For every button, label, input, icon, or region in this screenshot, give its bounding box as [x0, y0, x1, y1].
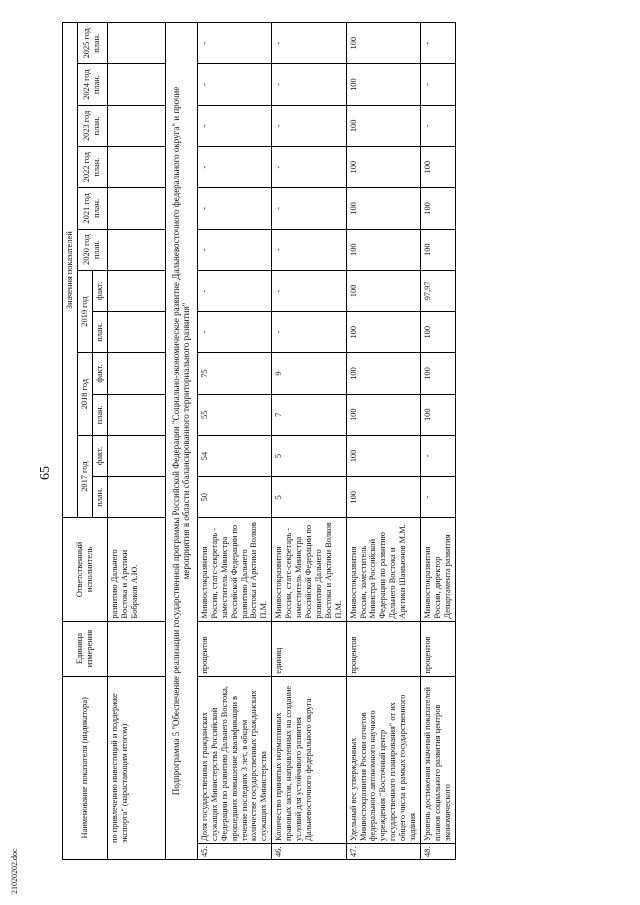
continuation-responsible: развитию Дальнего Востока и Арктики Бобраков А.Ю.	[107, 518, 165, 621]
header-2025: 2025 год план.	[77, 23, 107, 64]
indicator-value: 100	[346, 270, 420, 311]
table-row-continuation	[107, 23, 165, 860]
empty-cell	[107, 23, 165, 64]
indicator-value: 100	[420, 394, 455, 435]
indicator-value: 5	[272, 477, 346, 518]
header-2021: 2021 год план.	[77, 188, 107, 229]
row-number: 45.	[197, 843, 271, 859]
indicator-value: -	[197, 229, 271, 270]
header-2019-plan: план.	[92, 312, 107, 353]
header-2017: 2017 год	[77, 435, 92, 518]
header-2019: 2019 год	[77, 270, 92, 353]
indicator-value: -	[197, 312, 271, 353]
indicator-value: -	[197, 23, 271, 64]
header-2017-fact: факт.	[92, 435, 107, 476]
empty-cell	[107, 394, 165, 435]
subprogram-title: Подпрограмма 5 "Обеспечение реализации государственной программы Российской Федерации "Социально-экономическое развитие Дальневосточного федерального округа" и прочие мероприятия в области сбалансированного территориального развития"	[165, 23, 197, 860]
header-2018-plan: план.	[92, 394, 107, 435]
row-number: 46.	[272, 843, 346, 859]
header-2018: 2018 год	[77, 353, 92, 436]
empty-cell	[107, 435, 165, 476]
indicator-value: -	[420, 64, 455, 105]
empty-cell	[107, 105, 165, 146]
indicator-value: -	[420, 435, 455, 476]
indicator-value: 9	[272, 353, 346, 394]
indicator-value: -	[272, 23, 346, 64]
indicator-value: 100	[346, 435, 420, 476]
indicator-value: 54	[197, 435, 271, 476]
empty-cell	[107, 188, 165, 229]
indicator-value: -	[420, 477, 455, 518]
header-2018-fact: факт.	[92, 353, 107, 394]
header-2017-plan: план.	[92, 477, 107, 518]
indicator-value: 55	[197, 394, 271, 435]
header-2022: 2022 год план.	[77, 147, 107, 188]
indicator-value: -	[272, 105, 346, 146]
indicator-value: -	[197, 105, 271, 146]
indicator-value: 50	[197, 477, 271, 518]
row-number: 48.	[420, 843, 455, 859]
subprogram-row	[165, 23, 197, 860]
document-code: 21020202.doc	[10, 848, 19, 894]
indicator-value: 7	[272, 394, 346, 435]
indicator-value: -	[197, 64, 271, 105]
indicator-name: Доля государственных гражданских служащих Министерства Российской Федерации по развитию Дальнего Востока, прошедших повышение квалификации в течение последних 3 лет, в общем количестве государственных гражданских служащих Министерства	[197, 676, 271, 843]
indicator-value: 5	[272, 435, 346, 476]
indicator-value: 100	[346, 105, 420, 146]
indicator-value: -	[197, 188, 271, 229]
header-2023: 2023 год план.	[77, 105, 107, 146]
header-2024: 2024 год план.	[77, 64, 107, 105]
empty-cell	[107, 353, 165, 394]
indicator-unit: единиц	[272, 621, 346, 676]
empty-cell	[107, 147, 165, 188]
indicator-value: 100	[420, 353, 455, 394]
indicator-value: 100	[420, 312, 455, 353]
indicator-value: 75	[197, 353, 271, 394]
responsible-executor: Минвостокразвития России, статс-секретарь - заместитель Министра Российской Федерации по развитию Дальнего Востока и Арктики Волков П.М.	[197, 518, 271, 621]
responsible-executor: Минвостокразвития России, заместитель Министра Российской Федерации по развитию Дальнего Востока и Арктики Шамьюнов М.М.	[346, 518, 420, 621]
indicator-value: -	[420, 105, 455, 146]
indicator-value: -	[272, 64, 346, 105]
indicator-value: -	[272, 270, 346, 311]
indicator-unit: процентов	[197, 621, 271, 676]
header-2019-fact: факт.	[92, 270, 107, 311]
indicator-value: 100	[346, 394, 420, 435]
indicator-value: -	[272, 147, 346, 188]
header-2020: 2020 год план.	[77, 229, 107, 270]
header-row-1	[63, 23, 78, 860]
header-responsible: Ответственный исполнитель	[63, 518, 108, 621]
table-row	[420, 23, 455, 860]
table-row	[346, 23, 420, 860]
continuation-unit	[107, 621, 165, 676]
indicator-value: -	[272, 312, 346, 353]
indicator-value: -	[197, 147, 271, 188]
indicator-value: 100	[346, 353, 420, 394]
indicator-value: 100	[346, 188, 420, 229]
indicator-value: 97,97	[420, 270, 455, 311]
responsible-executor: Минвостокразвития России, статс-секретарь - заместитель Министра Российской Федерации по развитию Дальнего Востока и Арктики Волков П.М.	[272, 518, 346, 621]
indicator-name: Количество принятых нормативных правовых актов, направленных на создание условий для устойчивого развития Дальневосточного федерального округа	[272, 676, 346, 843]
table-row	[197, 23, 271, 860]
empty-cell	[107, 270, 165, 311]
indicator-value: -	[420, 23, 455, 64]
indicator-value: 100	[346, 312, 420, 353]
page-number: 65	[38, 466, 53, 480]
indicator-value: -	[272, 229, 346, 270]
table-row	[272, 23, 346, 860]
indicator-value: 100	[420, 147, 455, 188]
indicator-name: Удельный вес утвержденных Минвостокразвития России отчетов федерального автономного научного учреждения "Восточный центр государственного планирования" от их общего числа в рамках государственного задания	[346, 676, 420, 843]
empty-cell	[107, 64, 165, 105]
indicator-value: 100	[420, 188, 455, 229]
indicator-value: 100	[346, 477, 420, 518]
empty-cell	[107, 229, 165, 270]
indicator-unit: процентов	[346, 621, 420, 676]
empty-cell	[107, 312, 165, 353]
indicator-value: 100	[346, 147, 420, 188]
indicators-table	[62, 22, 456, 860]
indicator-value: 100	[346, 229, 420, 270]
indicator-value: 100	[346, 23, 420, 64]
header-name: Наименование показателя (индикатора)	[63, 676, 108, 859]
row-number: 47.	[346, 843, 420, 859]
indicator-value: 100	[346, 64, 420, 105]
header-unit: Единица измерения	[63, 621, 108, 676]
empty-cell	[107, 477, 165, 518]
indicator-name: Уровень достижения значений показателей планов социального развития центров экономического	[420, 676, 455, 843]
continuation-name: по привлечению инвестиций и поддержке экспорта" (нарастающим итогом)	[107, 676, 165, 859]
indicator-value: -	[197, 270, 271, 311]
indicator-value: -	[272, 188, 346, 229]
indicator-unit: процентов	[420, 621, 455, 676]
header-values: Значения показателей	[63, 23, 78, 518]
indicator-value: 100	[420, 229, 455, 270]
responsible-executor: Минвостокразвития России, директор Департамента развития	[420, 518, 455, 621]
